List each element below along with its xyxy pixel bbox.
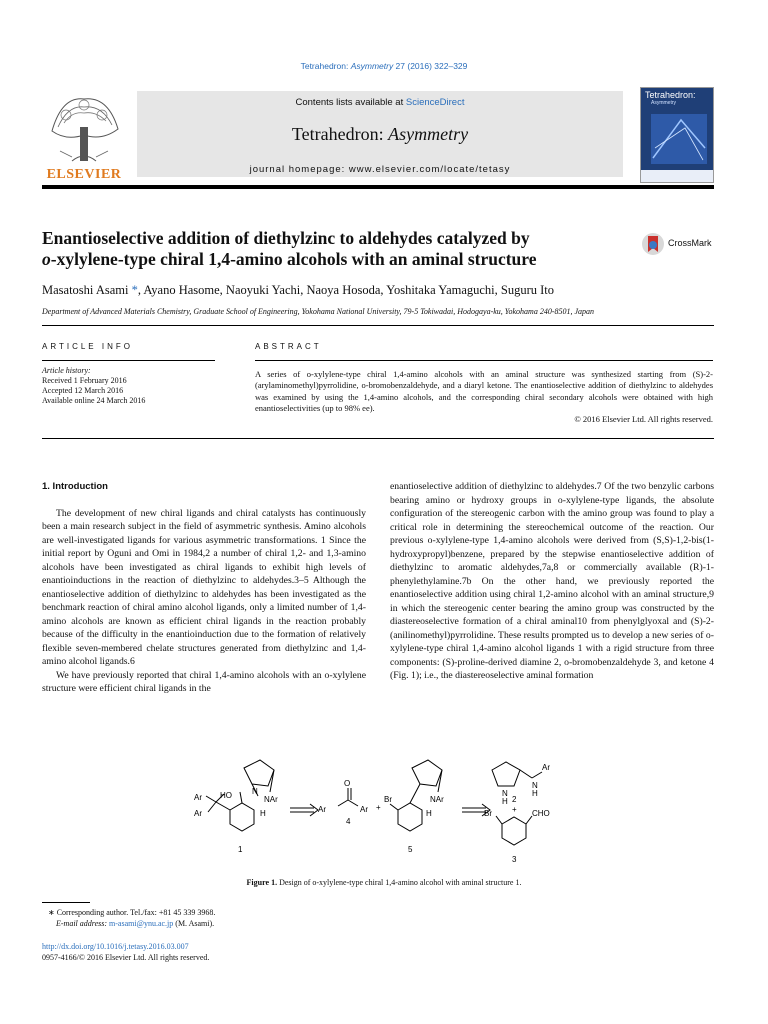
divider [42, 360, 215, 361]
cover-artwork [641, 88, 713, 182]
label-Ar2: Ar [318, 805, 326, 814]
abstract-body: A series of o-xylylene-type chiral 1,4-amino alcohols with an aminal structure was synthesized starting from (S)-2-(arylaminomethyl)pyrrolidine, o-bromobenzaldehyde, and a diaryl ketone. The enantioselective addition of diethylzinc to aldehydes was examined by using the 1,4-amino alcohols, and the corresponding chiral secondary alcohols were obtained with high enantioselectivities (up to 98% ee). © 2016 Elsevier Ltd. All rights reserved. [255, 369, 713, 425]
abstract-copyright: © 2016 Elsevier Ltd. All rights reserved. [574, 414, 713, 425]
label-H: H [426, 809, 432, 818]
crossmark-icon [641, 232, 665, 256]
intro-paragraph-1: The development of new chiral ligands and chiral catalysts has continuously been a main research subject in the field of asymmetric synthesis. Amino alcohols are well-investigated ligands for various asymmetric transformations. 1 Since the initial report by Oguni and Omi in 1984,2 a number of chiral 1,2- and 1,3-amino alcohols have been investigated as chiral ligands to exhibit high levels of enantioinductions in the reaction of diethylzinc to aldehydes.3–5 Although the enantioselective addition of diethylzinc to aldehydes has been investigated as the benchmark reaction of chiral amino alcohol ligands, only a limited number of 1,4-amino alcohols are known as efficient chiral ligands in the reaction probably because of the difficulty in the enantioinduction due to the formation of relatively flexible seven-membered chelate structures generated from diethylzinc and 1,4-amino alcohol ligands.6 [42, 507, 366, 667]
figure-1-scheme [180, 758, 590, 868]
footnote-divider [42, 902, 90, 903]
divider [42, 325, 714, 326]
compound-number-5: 5 [408, 845, 413, 854]
article-info-heading: ARTICLE INFO [42, 342, 133, 351]
homepage-link[interactable]: www.elsevier.com/locate/tetasy [348, 164, 511, 175]
label-O: O [344, 779, 351, 788]
divider [255, 360, 713, 361]
label-N: N [532, 781, 538, 790]
masthead-rule [42, 185, 714, 189]
divider [42, 438, 714, 439]
doi-link[interactable]: http://dx.doi.org/10.1016/j.tetasy.2016.03.007 [42, 942, 189, 951]
label-Ar2: Ar [194, 809, 202, 818]
author-email-link[interactable]: m-asami@ynu.ac.jp [109, 919, 174, 928]
elsevier-logo [42, 91, 126, 181]
abstract-heading: ABSTRACT [255, 342, 322, 351]
doi-block: http://dx.doi.org/10.1016/j.tetasy.2016.03.007 0957-4166/© 2016 Elsevier Ltd. All rights reserved. [42, 941, 362, 963]
label-H: H [260, 809, 266, 818]
footnotes: ∗ Corresponding author. Tel./fax: +81 45 339 3968. E-mail address: m-asami@ynu.ac.jp (M. Asami). [48, 908, 216, 928]
sciencedirect-link[interactable]: ScienceDirect [405, 97, 465, 108]
intro-paragraph-2: We have previously reported that chiral 1,4-amino alcohols with an o-xylylene structure were efficient chiral ligands in the [42, 669, 366, 694]
author-list: Masatoshi Asami *, Ayano Hasome, Naoyuki Yachi, Naoya Hosoda, Yoshitaka Yamaguchi, Suguru Ito [42, 283, 555, 297]
compound-number-4: 4 [346, 817, 351, 826]
affiliation: Department of Advanced Materials Chemistry, Graduate School of Engineering, Yokohama National University, 79-5 Tokiwadai, Hodogaya-ku, Yokohama 240-8501, Japan [42, 307, 595, 316]
label-H: H [502, 797, 508, 806]
journal-name: Tetrahedron: Asymmetry [291, 124, 469, 144]
label-N: N [502, 789, 508, 798]
crossmark-badge[interactable]: CrossMark [641, 232, 721, 256]
intro-left-column [42, 480, 366, 696]
label-NAr1: NAr [430, 795, 444, 804]
tree-icon [42, 91, 126, 167]
label-Br: Br [384, 795, 392, 804]
figure-1 [180, 758, 590, 868]
label-N: N [252, 787, 258, 796]
journal-cover-image: Tetrahedron: Asymmetry [640, 87, 714, 183]
label-Ar2: Ar [194, 793, 202, 802]
compound-number-2: 2 [512, 795, 517, 804]
label-Ar1: Ar [542, 763, 550, 772]
label-HO: HO [220, 791, 232, 800]
compound-number-3: 3 [512, 855, 517, 864]
intro-right-column [390, 480, 714, 683]
corresponding-author-link[interactable]: * [131, 283, 138, 297]
contents-line: Contents lists available at ScienceDirect [295, 97, 465, 108]
plus-sign: + [512, 805, 517, 814]
label-Ar2: Ar [360, 805, 368, 814]
journal-citation[interactable]: Tetrahedron: Asymmetry 27 (2016) 322–329 [300, 61, 468, 71]
intro-paragraph-3: enantioselective addition of diethylzinc to aldehydes.7 Of the two benzylic carbons bearing amino or hydroxy groups in o-xylylene-type ligands, the absolute configuration of the stereogenic carbon with the amino group was found to play a critical role in determining the stereochemical outcome of the reaction. Our previous o-xylylene-type 1,4-amino alcohols were derived from (S,S)-1,2-bis(1-hydroxypropyl)benzene, prepared by the stepwise enantioselective addition of diethylzinc to aromatic aldehydes,7a,8 or commercially available (R)-1-phenylethylamine.7b On the other hand, we previously reported the enantioselective addition using chiral 1,2-amino alcohol with an aminal structure,9 in which the stereogenic center bearing the amino group was constructed by the diastereoselective formation of a chiral aminal10 from phenylglyoxal and (S)-2-(anilinomethyl)pyrrolidine. These results prompted us to develop a new series of o-xylylene-type chiral 1,4-amino alcohol ligands 1 with a rigid structure from three components: (S)-proline-derived diamine 2, o-bromobenzaldehyde 3, and ketone 4 (Fig. 1); i.e., the diastereoselective aminal formation [390, 481, 714, 681]
journal-homepage: journal homepage: www.elsevier.com/locate/tetasy [249, 164, 511, 175]
plus-sign: + [376, 803, 381, 812]
article-title: Enantioselective addition of diethylzinc to aldehydes catalyzed by o-xylylene-type chiral 1,4-amino alcohols with an aminal structure [42, 228, 537, 269]
section-heading-introduction: 1. Introduction [42, 481, 108, 492]
publisher-name: ELSEVIER [46, 167, 122, 182]
label-CHO: CHO [532, 809, 550, 818]
figure-1-caption: Figure 1. Design of o-xylylene-type chiral 1,4-amino alcohol with aminal structure 1. [246, 878, 522, 887]
journal-masthead [42, 87, 714, 185]
article-history: Article history: Received 1 February 2016 Accepted 12 March 2016 Available online 24 March 2016 [42, 366, 146, 405]
label-NAr1: NAr [264, 795, 278, 804]
label-Br: Br [484, 809, 492, 818]
compound-number-1: 1 [238, 845, 243, 854]
label-H: H [532, 789, 538, 798]
masthead-center [137, 91, 623, 177]
